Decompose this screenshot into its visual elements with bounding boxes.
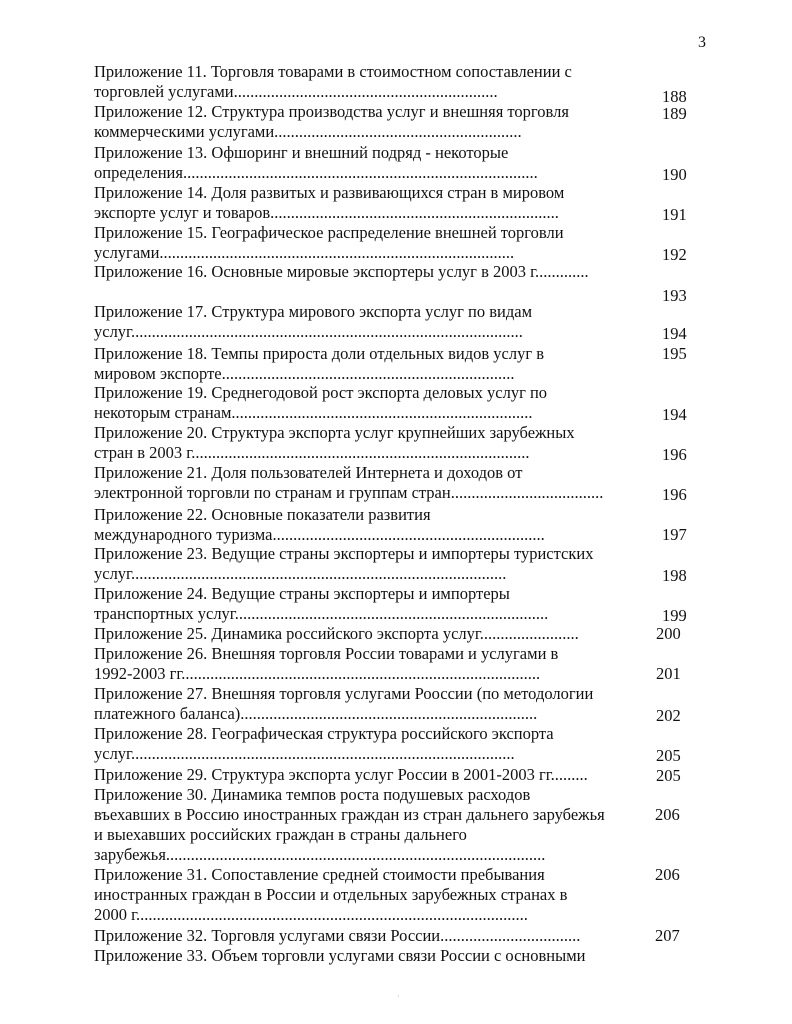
toc-entry-line: платежного баланса)........................................................................ <box>94 704 538 723</box>
toc-entry-line: Приложение 28. Географическая структура российского экспорта <box>94 724 554 743</box>
toc-entry-line: Приложение 16. Основные мировые экспортеры услуг в 2003 г............. <box>94 262 589 281</box>
toc-page-number: 194 <box>662 405 687 424</box>
toc-page-number: 192 <box>662 245 687 264</box>
toc-entry-line: торговлей услугами................................................................ <box>94 82 498 101</box>
toc-entry-line: Приложение 13. Офшоринг и внешний подряд - некоторые <box>94 143 509 162</box>
toc-entry-line: Приложение 27. Внешняя торговля услугами Рооссии (по методологии <box>94 684 594 703</box>
toc-entry-line: Приложение 30. Динамика темпов роста подушевых расходов <box>94 785 531 804</box>
toc-entry-line: Приложение 21. Доля пользователей Интернета и доходов от <box>94 463 523 482</box>
toc-page-number: 199 <box>662 606 687 625</box>
toc-entry-line: Приложение 22. Основные показатели развития <box>94 505 431 524</box>
toc-entry-line: Приложение 15. Географическое распределение внешней торговли <box>94 223 564 242</box>
toc-page-number: 196 <box>662 445 687 464</box>
toc-page-number: 206 <box>655 805 680 824</box>
toc-entry-line: иностранных граждан в России и отдельных зарубежных странах в <box>94 885 568 904</box>
toc-entry-line: международного туризма.................................................................. <box>94 525 545 544</box>
toc-entry-line: Приложение 25. Динамика российского экспорта услуг........................ <box>94 624 579 643</box>
toc-entry-line: Приложение 17. Структура мирового экспорта услуг по видам <box>94 302 533 321</box>
toc-entry-line: электронной торговли по странам и группам стран..................................... <box>94 483 604 502</box>
toc-entry-line: Приложение 33. Объем торговли услугами связи России с основными <box>94 946 586 965</box>
toc-entry-line: 1992-2003 гг....................................................................................... <box>94 664 541 683</box>
toc-page-number: 196 <box>662 485 687 504</box>
toc-page-number: 189 <box>662 104 687 123</box>
toc-entry-line: Приложение 29. Структура экспорта услуг России в 2001-2003 гг......... <box>94 765 588 784</box>
scan-mark: · <box>397 992 400 1001</box>
toc-page-number: 195 <box>662 344 687 363</box>
toc-entry-line: мировом экспорте....................................................................... <box>94 364 515 383</box>
toc-entry-line: услуг............................................................................................. <box>94 744 515 763</box>
toc-entry-line: стран в 2003 г.................................................................................. <box>94 443 530 462</box>
toc-entry-line: определения...................................................................................... <box>94 163 538 182</box>
toc-page-number: 201 <box>656 664 681 683</box>
toc-entry-line: въехавших в Россию иностранных граждан из стран дальнего зарубежья <box>94 805 605 824</box>
toc-entry-line: Приложение 11. Торговля товарами в стоимостном сопоставлении с <box>94 62 572 81</box>
toc-entry-line: зарубежья............................................................................................ <box>94 845 546 864</box>
toc-page-number: 193 <box>662 286 687 305</box>
toc-page-number: 207 <box>655 926 680 945</box>
toc-entry-line: Приложение 26. Внешняя торговля России товарами и услугами в <box>94 644 559 663</box>
toc-entry-line: Приложение 20. Структура экспорта услуг крупнейших зарубежных <box>94 423 575 442</box>
toc-entry-line: услугами...................................................................................... <box>94 243 515 262</box>
toc-entry-line: услуг........................................................................................... <box>94 564 507 583</box>
toc-page-number: 191 <box>662 205 687 224</box>
toc-entry-line: Приложение 14. Доля развитых и развивающихся стран в мировом <box>94 183 565 202</box>
toc-page-number: 198 <box>662 566 687 585</box>
toc-entry-line: услуг............................................................................................... <box>94 322 523 341</box>
toc-entry-line: Приложение 31. Сопоставление средней стоимости пребывания <box>94 865 545 884</box>
toc-entry-line: Приложение 19. Среднегодовой рост экспорта деловых услуг по <box>94 383 548 402</box>
toc-entry-line: 2000 г............................................................................................... <box>94 905 528 924</box>
toc-entry-line: Приложение 12. Структура производства услуг и внешняя торговля <box>94 102 569 121</box>
toc-page-number: 197 <box>662 525 687 544</box>
toc-entry-line: Приложение 18. Темпы прироста доли отдельных видов услуг в <box>94 344 545 363</box>
toc-page-number: 200 <box>656 624 681 643</box>
toc-page-number: 202 <box>656 706 681 725</box>
toc-entry-line: некоторым странам......................................................................... <box>94 403 533 422</box>
toc-page-number: 194 <box>662 324 687 343</box>
toc-entry-line: Приложение 32. Торговля услугами связи России.................................. <box>94 926 581 945</box>
toc-entry-line: экспорте услуг и товаров...................................................................... <box>94 203 559 222</box>
toc-page-number: 205 <box>656 746 681 765</box>
toc-entry-line: Приложение 24. Ведущие страны экспортеры и импортеры <box>94 584 510 603</box>
toc-entry-line: Приложение 23. Ведущие страны экспортеры и импортеры туристских <box>94 544 594 563</box>
toc-entry-line: и выехавших российских граждан в страны дальнего <box>94 825 467 844</box>
toc-entry-line: транспортных услуг............................................................................ <box>94 604 549 623</box>
toc-page-number: 190 <box>662 165 687 184</box>
toc-page-number: 188 <box>662 87 687 106</box>
toc-page-number: 206 <box>655 865 680 884</box>
toc-entry-line: коммерческими услугами............................................................ <box>94 122 522 141</box>
page-number: 3 <box>698 34 706 51</box>
toc-page-number: 205 <box>656 766 681 785</box>
